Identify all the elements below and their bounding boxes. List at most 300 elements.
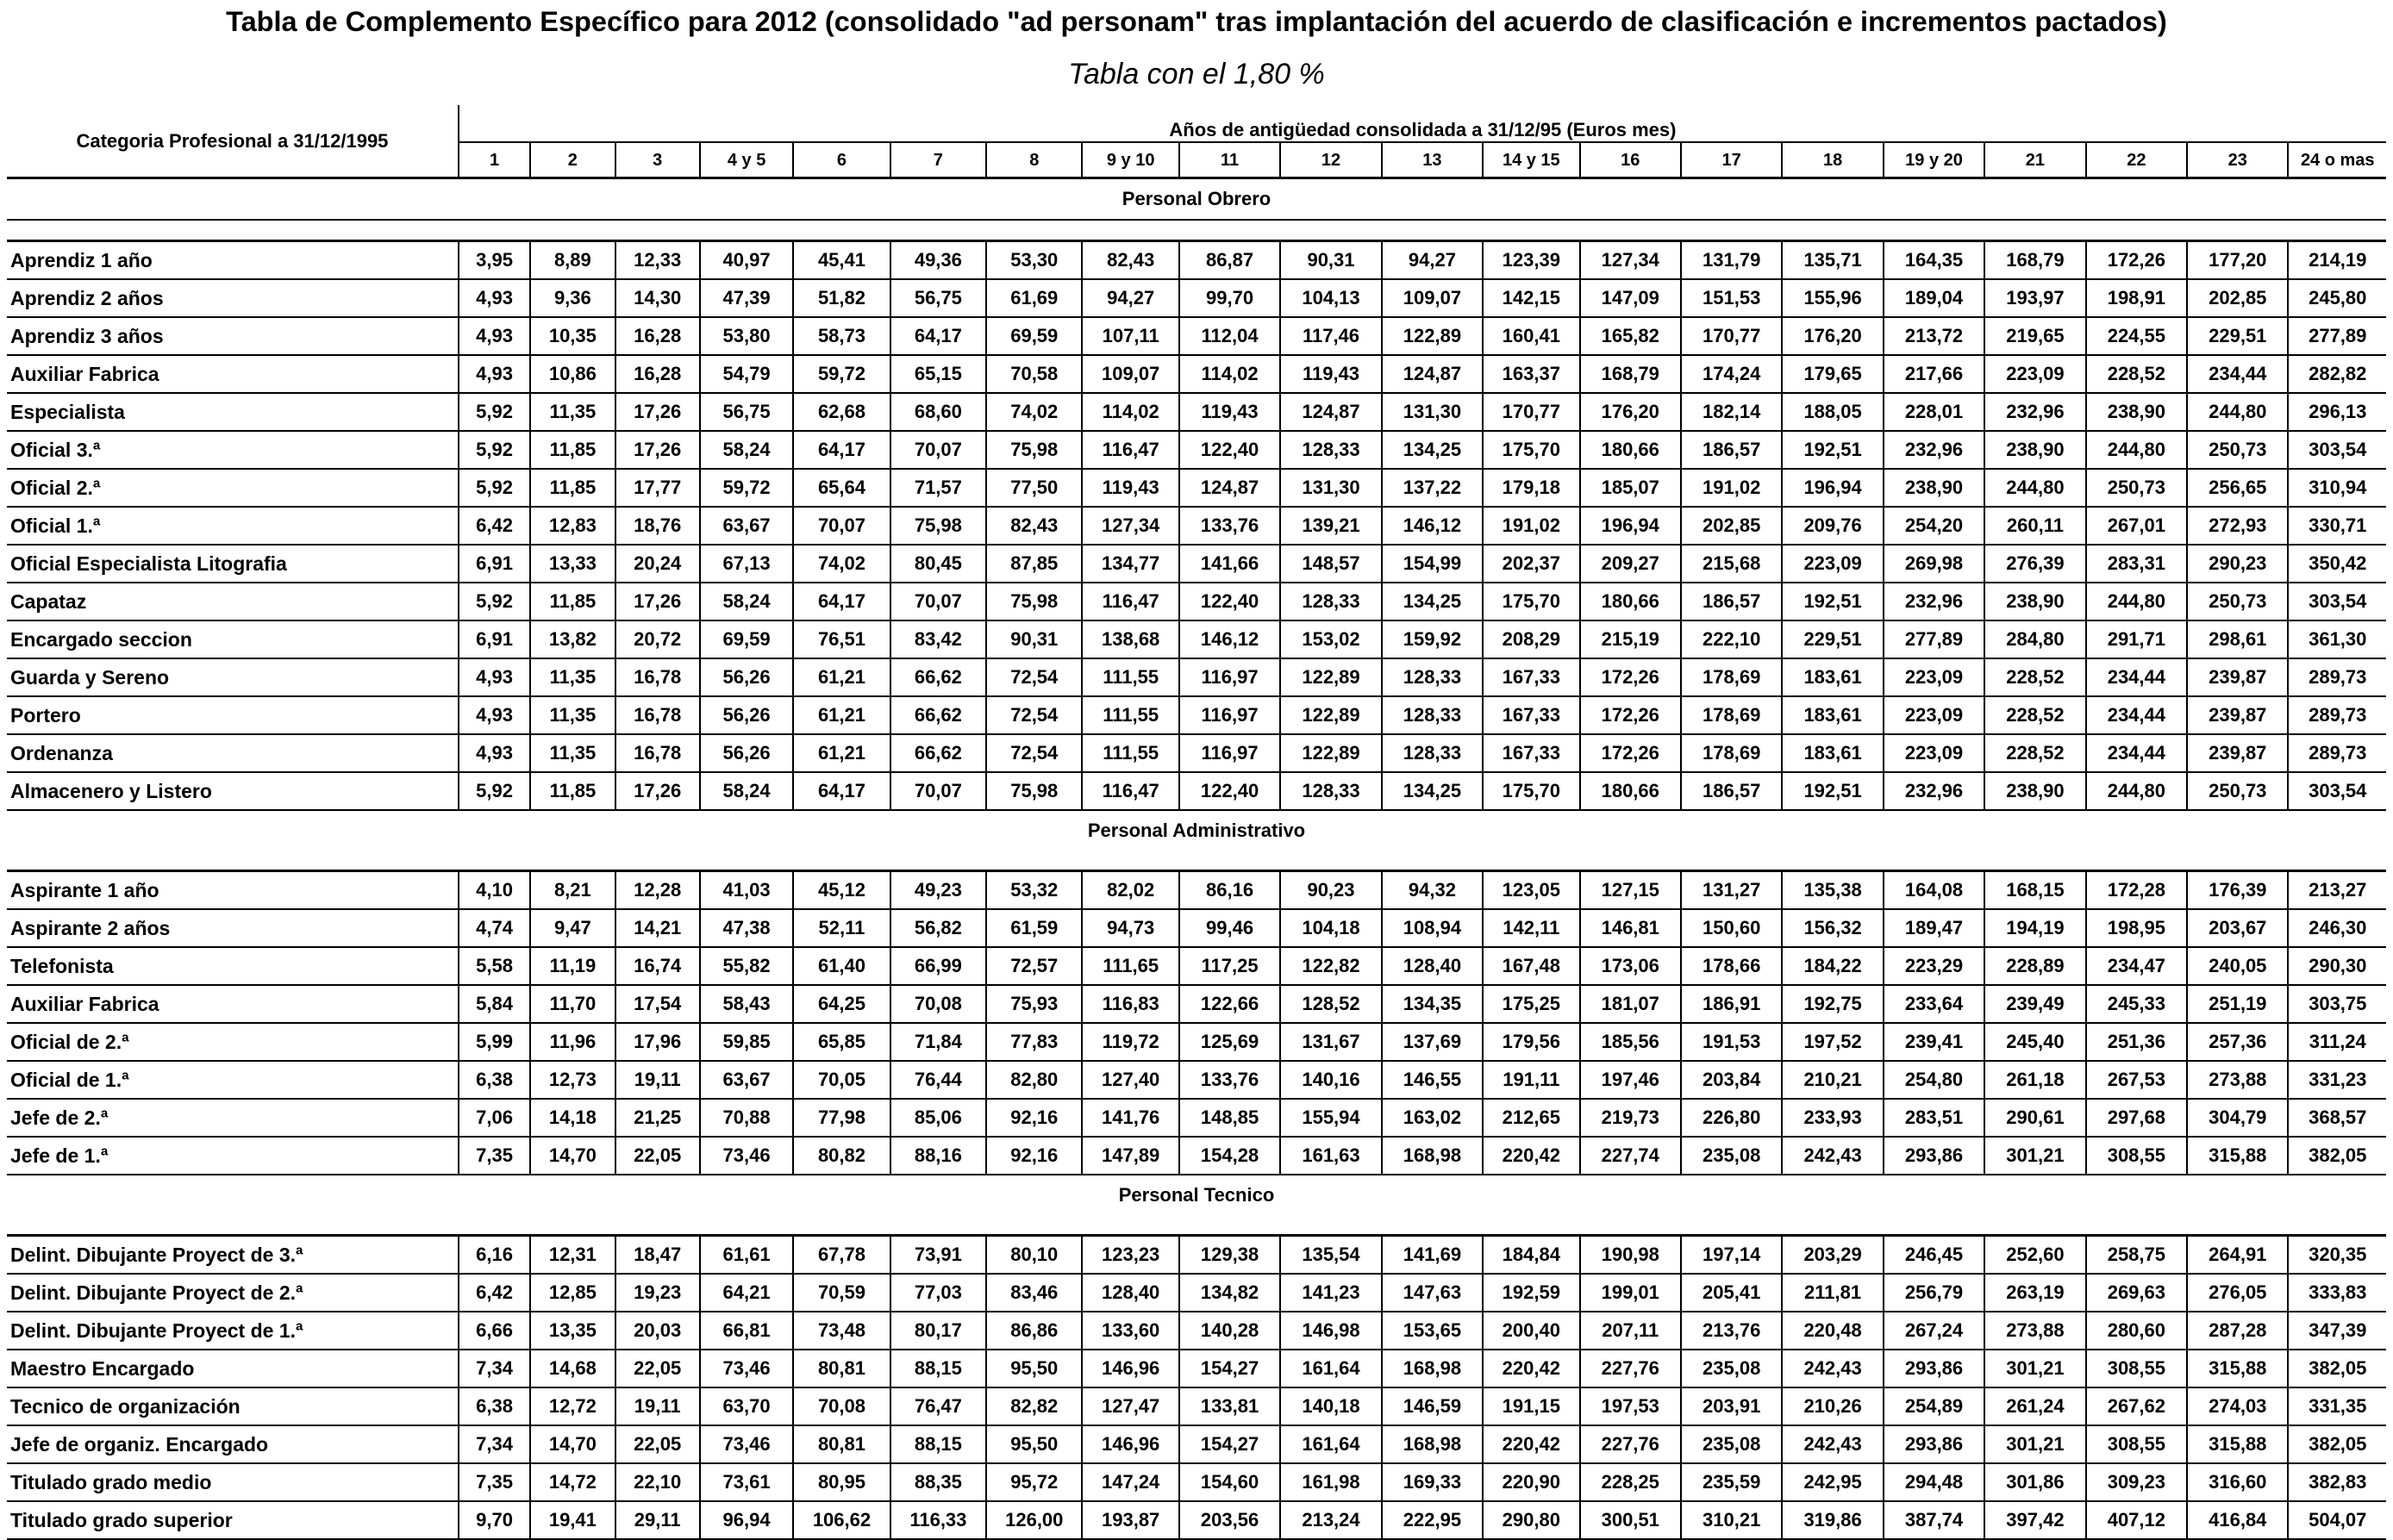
value-cell: 61,21 — [793, 658, 890, 696]
value-cell: 85,06 — [890, 1099, 986, 1137]
value-cell: 134,25 — [1382, 583, 1483, 620]
value-cell: 54,79 — [700, 355, 793, 393]
value-cell: 193,97 — [1984, 279, 2085, 317]
value-cell: 290,23 — [2187, 545, 2288, 583]
value-cell: 11,85 — [530, 583, 615, 620]
value-cell: 134,77 — [1082, 545, 1178, 583]
category-cell: Tecnico de organización — [7, 1387, 459, 1425]
value-cell: 104,18 — [1280, 909, 1381, 947]
value-cell: 82,80 — [986, 1061, 1082, 1099]
value-cell: 124,87 — [1280, 393, 1381, 431]
value-cell: 124,87 — [1179, 469, 1280, 507]
value-cell: 184,84 — [1483, 1236, 1579, 1275]
value-cell: 176,39 — [2187, 871, 2288, 910]
value-cell: 289,73 — [2288, 696, 2386, 734]
value-cell: 116,83 — [1082, 985, 1178, 1023]
table-row — [7, 1387, 2386, 1425]
category-cell: Titulado grado superior — [7, 1501, 459, 1539]
column-header: 9 y 10 — [1082, 142, 1178, 178]
value-cell: 127,47 — [1082, 1387, 1178, 1425]
value-cell: 228,89 — [1984, 947, 2085, 985]
category-cell: Aspirante 2 años — [7, 909, 459, 947]
value-cell: 261,24 — [1984, 1387, 2085, 1425]
value-cell: 234,44 — [2086, 696, 2187, 734]
value-cell: 6,66 — [459, 1312, 530, 1350]
value-cell: 138,68 — [1082, 620, 1178, 658]
value-cell: 161,63 — [1280, 1137, 1381, 1175]
value-cell: 5,92 — [459, 393, 530, 431]
value-cell: 65,85 — [793, 1023, 890, 1061]
value-cell: 308,55 — [2086, 1350, 2187, 1387]
value-cell: 202,37 — [1483, 545, 1579, 583]
value-cell: 254,20 — [1884, 507, 1984, 545]
value-cell: 66,99 — [890, 947, 986, 985]
table-row — [7, 1274, 2386, 1312]
value-cell: 56,26 — [700, 658, 793, 696]
value-cell: 20,24 — [615, 545, 700, 583]
value-cell: 83,46 — [986, 1274, 1082, 1312]
value-cell: 196,94 — [1580, 507, 1681, 545]
value-cell: 213,76 — [1681, 1312, 1782, 1350]
columns-header: Años de antigüedad consolidada a 31/12/95 (Euros mes) — [459, 105, 2386, 142]
value-cell: 301,21 — [1984, 1425, 2085, 1463]
value-cell: 61,21 — [793, 734, 890, 772]
table-row — [7, 658, 2386, 696]
category-cell: Capataz — [7, 583, 459, 620]
value-cell: 184,22 — [1782, 947, 1883, 985]
value-cell: 95,50 — [986, 1425, 1082, 1463]
value-cell: 178,69 — [1681, 734, 1782, 772]
column-header: 22 — [2086, 142, 2187, 178]
value-cell: 179,18 — [1483, 469, 1579, 507]
value-cell: 190,98 — [1580, 1236, 1681, 1275]
value-cell: 11,85 — [530, 469, 615, 507]
value-cell: 232,96 — [1984, 393, 2085, 431]
value-cell: 6,91 — [459, 620, 530, 658]
value-cell: 11,35 — [530, 696, 615, 734]
category-cell: Auxiliar Fabrica — [7, 985, 459, 1023]
value-cell: 108,94 — [1382, 909, 1483, 947]
value-cell: 175,70 — [1483, 431, 1579, 469]
value-cell: 131,30 — [1280, 469, 1381, 507]
value-cell: 18,47 — [615, 1236, 700, 1275]
value-cell: 124,87 — [1382, 355, 1483, 393]
value-cell: 205,41 — [1681, 1274, 1782, 1312]
value-cell: 179,56 — [1483, 1023, 1579, 1061]
value-cell: 293,86 — [1884, 1137, 1984, 1175]
value-cell: 6,38 — [459, 1061, 530, 1099]
value-cell: 80,81 — [793, 1425, 890, 1463]
value-cell: 242,95 — [1782, 1463, 1883, 1501]
value-cell: 127,34 — [1580, 241, 1681, 280]
value-cell: 289,73 — [2288, 658, 2386, 696]
column-header: 1 — [459, 142, 530, 178]
value-cell: 122,40 — [1179, 772, 1280, 810]
value-cell: 234,44 — [2187, 355, 2288, 393]
value-cell: 6,16 — [459, 1236, 530, 1275]
value-cell: 277,89 — [2288, 317, 2386, 355]
value-cell: 175,70 — [1483, 772, 1579, 810]
value-cell: 235,08 — [1681, 1350, 1782, 1387]
value-cell: 70,08 — [793, 1387, 890, 1425]
value-cell: 175,25 — [1483, 985, 1579, 1023]
table-row — [7, 696, 2386, 734]
value-cell: 13,35 — [530, 1312, 615, 1350]
value-cell: 17,26 — [615, 393, 700, 431]
value-cell: 19,11 — [615, 1061, 700, 1099]
column-header: 3 — [615, 142, 700, 178]
value-cell: 17,77 — [615, 469, 700, 507]
value-cell: 141,76 — [1082, 1099, 1178, 1137]
value-cell: 172,26 — [2086, 241, 2187, 280]
value-cell: 14,70 — [530, 1137, 615, 1175]
category-cell: Oficial de 1.ª — [7, 1061, 459, 1099]
column-header: 14 y 15 — [1483, 142, 1579, 178]
value-cell: 167,33 — [1483, 696, 1579, 734]
value-cell: 67,78 — [793, 1236, 890, 1275]
value-cell: 287,28 — [2187, 1312, 2288, 1350]
category-cell: Portero — [7, 696, 459, 734]
column-header: 12 — [1280, 142, 1381, 178]
value-cell: 10,35 — [530, 317, 615, 355]
value-cell: 68,60 — [890, 393, 986, 431]
value-cell: 198,91 — [2086, 279, 2187, 317]
value-cell: 12,72 — [530, 1387, 615, 1425]
value-cell: 245,40 — [1984, 1023, 2085, 1061]
value-cell: 141,69 — [1382, 1236, 1483, 1275]
value-cell: 264,91 — [2187, 1236, 2288, 1275]
value-cell: 12,73 — [530, 1061, 615, 1099]
value-cell: 185,07 — [1580, 469, 1681, 507]
value-cell: 63,67 — [700, 1061, 793, 1099]
value-cell: 116,47 — [1082, 583, 1178, 620]
value-cell: 11,35 — [530, 734, 615, 772]
column-header: 4 y 5 — [700, 142, 793, 178]
value-cell: 267,53 — [2086, 1061, 2187, 1099]
value-cell: 76,47 — [890, 1387, 986, 1425]
value-cell: 95,72 — [986, 1463, 1082, 1501]
value-cell: 107,11 — [1082, 317, 1178, 355]
table-row — [7, 1312, 2386, 1350]
table-row — [7, 1236, 2386, 1275]
value-cell: 167,48 — [1483, 947, 1579, 985]
value-cell: 16,74 — [615, 947, 700, 985]
category-cell: Maestro Encargado — [7, 1350, 459, 1387]
value-cell: 183,61 — [1782, 658, 1883, 696]
value-cell: 254,80 — [1884, 1061, 1984, 1099]
value-cell: 153,65 — [1382, 1312, 1483, 1350]
value-cell: 11,70 — [530, 985, 615, 1023]
value-cell: 179,65 — [1782, 355, 1883, 393]
value-cell: 290,30 — [2288, 947, 2386, 985]
value-cell: 200,40 — [1483, 1312, 1579, 1350]
value-cell: 114,02 — [1179, 355, 1280, 393]
value-cell: 228,52 — [2086, 355, 2187, 393]
value-cell: 191,11 — [1483, 1061, 1579, 1099]
value-cell: 14,70 — [530, 1425, 615, 1463]
value-cell: 122,89 — [1280, 734, 1381, 772]
value-cell: 315,88 — [2187, 1137, 2288, 1175]
table-row — [7, 393, 2386, 431]
value-cell: 73,46 — [700, 1350, 793, 1387]
value-cell: 147,89 — [1082, 1137, 1178, 1175]
value-cell: 177,20 — [2187, 241, 2288, 280]
value-cell: 267,24 — [1884, 1312, 1984, 1350]
value-cell: 155,94 — [1280, 1099, 1381, 1137]
value-cell: 250,73 — [2187, 431, 2288, 469]
value-cell: 117,46 — [1280, 317, 1381, 355]
value-cell: 291,71 — [2086, 620, 2187, 658]
value-cell: 239,87 — [2187, 658, 2288, 696]
value-cell: 14,72 — [530, 1463, 615, 1501]
value-cell: 214,19 — [2288, 241, 2386, 280]
value-cell: 301,21 — [1984, 1350, 2085, 1387]
value-cell: 238,90 — [1984, 431, 2085, 469]
value-cell: 9,47 — [530, 909, 615, 947]
column-header: 6 — [793, 142, 890, 178]
category-cell: Aprendiz 2 años — [7, 279, 459, 317]
value-cell: 77,50 — [986, 469, 1082, 507]
value-cell: 66,62 — [890, 658, 986, 696]
value-cell: 92,16 — [986, 1137, 1082, 1175]
value-cell: 232,96 — [1884, 583, 1984, 620]
value-cell: 160,41 — [1483, 317, 1579, 355]
value-cell: 172,28 — [2086, 871, 2187, 910]
value-cell: 7,35 — [459, 1463, 530, 1501]
value-cell: 135,38 — [1782, 871, 1883, 910]
value-cell: 66,62 — [890, 734, 986, 772]
value-cell: 80,82 — [793, 1137, 890, 1175]
value-cell: 368,57 — [2288, 1099, 2386, 1137]
value-cell: 16,78 — [615, 734, 700, 772]
value-cell: 350,42 — [2288, 545, 2386, 583]
value-cell: 74,02 — [793, 545, 890, 583]
value-cell: 71,84 — [890, 1023, 986, 1061]
value-cell: 320,35 — [2288, 1236, 2386, 1275]
value-cell: 64,17 — [793, 431, 890, 469]
category-cell: Oficial 1.ª — [7, 507, 459, 545]
value-cell: 238,90 — [1984, 583, 2085, 620]
table-row — [7, 985, 2386, 1023]
value-cell: 5,92 — [459, 772, 530, 810]
value-cell: 47,39 — [700, 279, 793, 317]
value-cell: 16,28 — [615, 317, 700, 355]
value-cell: 142,11 — [1483, 909, 1579, 947]
value-cell: 267,62 — [2086, 1387, 2187, 1425]
value-cell: 154,99 — [1382, 545, 1483, 583]
value-cell: 192,75 — [1782, 985, 1883, 1023]
value-cell: 244,80 — [1984, 469, 2085, 507]
value-cell: 182,14 — [1681, 393, 1782, 431]
value-cell: 73,48 — [793, 1312, 890, 1350]
value-cell: 161,98 — [1280, 1463, 1381, 1501]
value-cell: 219,73 — [1580, 1099, 1681, 1137]
value-cell: 191,53 — [1681, 1023, 1782, 1061]
value-cell: 5,92 — [459, 431, 530, 469]
value-cell: 116,47 — [1082, 431, 1178, 469]
value-cell: 235,08 — [1681, 1425, 1782, 1463]
value-cell: 141,23 — [1280, 1274, 1381, 1312]
value-cell: 9,36 — [530, 279, 615, 317]
value-cell: 244,80 — [2086, 431, 2187, 469]
value-cell: 294,48 — [1884, 1463, 1984, 1501]
value-cell: 176,20 — [1580, 393, 1681, 431]
value-cell: 80,95 — [793, 1463, 890, 1501]
value-cell: 283,31 — [2086, 545, 2187, 583]
value-cell: 70,07 — [890, 431, 986, 469]
value-cell: 70,59 — [793, 1274, 890, 1312]
value-cell: 217,66 — [1884, 355, 1984, 393]
value-cell: 308,55 — [2086, 1137, 2187, 1175]
value-cell: 293,86 — [1884, 1425, 1984, 1463]
value-cell: 199,01 — [1580, 1274, 1681, 1312]
value-cell: 12,33 — [615, 241, 700, 280]
column-header: 2 — [530, 142, 615, 178]
value-cell: 256,79 — [1884, 1274, 1984, 1312]
value-cell: 164,35 — [1884, 241, 1984, 280]
value-cell: 72,54 — [986, 658, 1082, 696]
value-cell: 220,42 — [1483, 1137, 1579, 1175]
value-cell: 276,39 — [1984, 545, 2085, 583]
value-cell: 17,26 — [615, 431, 700, 469]
value-cell: 186,57 — [1681, 583, 1782, 620]
value-cell: 75,98 — [986, 772, 1082, 810]
value-cell: 303,54 — [2288, 431, 2386, 469]
value-cell: 146,12 — [1179, 620, 1280, 658]
value-cell: 172,26 — [1580, 658, 1681, 696]
value-cell: 301,21 — [1984, 1137, 2085, 1175]
value-cell: 186,57 — [1681, 431, 1782, 469]
value-cell: 290,80 — [1483, 1501, 1579, 1539]
value-cell: 161,64 — [1280, 1425, 1381, 1463]
value-cell: 151,53 — [1681, 279, 1782, 317]
value-cell: 75,98 — [890, 507, 986, 545]
value-cell: 297,68 — [2086, 1099, 2187, 1137]
value-cell: 137,22 — [1382, 469, 1483, 507]
section-title: Personal Administrativo — [1087, 820, 1306, 841]
value-cell: 407,12 — [2086, 1501, 2187, 1539]
value-cell: 70,88 — [700, 1099, 793, 1137]
category-cell: Aprendiz 1 año — [7, 241, 459, 280]
value-cell: 172,26 — [1580, 734, 1681, 772]
value-cell: 382,05 — [2288, 1137, 2386, 1175]
value-cell: 133,76 — [1179, 507, 1280, 545]
value-cell: 5,99 — [459, 1023, 530, 1061]
value-cell: 77,98 — [793, 1099, 890, 1137]
value-cell: 220,42 — [1483, 1425, 1579, 1463]
value-cell: 172,26 — [1580, 696, 1681, 734]
value-cell: 261,18 — [1984, 1061, 2085, 1099]
value-cell: 168,15 — [1984, 871, 2085, 910]
value-cell: 189,04 — [1884, 279, 1984, 317]
value-cell: 240,05 — [2187, 947, 2288, 985]
value-cell: 304,79 — [2187, 1099, 2288, 1137]
category-cell: Almacenero y Listero — [7, 772, 459, 810]
value-cell: 227,76 — [1580, 1425, 1681, 1463]
value-cell: 260,11 — [1984, 507, 2085, 545]
value-cell: 122,89 — [1382, 317, 1483, 355]
value-cell: 92,16 — [986, 1099, 1082, 1137]
value-cell: 61,69 — [986, 279, 1082, 317]
value-cell: 159,92 — [1382, 620, 1483, 658]
value-cell: 128,33 — [1382, 658, 1483, 696]
column-header: 13 — [1382, 142, 1483, 178]
value-cell: 59,85 — [700, 1023, 793, 1061]
value-cell: 176,20 — [1782, 317, 1883, 355]
value-cell: 147,63 — [1382, 1274, 1483, 1312]
column-header: 7 — [890, 142, 986, 178]
value-cell: 7,35 — [459, 1137, 530, 1175]
value-cell: 238,90 — [1984, 772, 2085, 810]
value-cell: 298,61 — [2187, 620, 2288, 658]
table-row — [7, 1061, 2386, 1099]
value-cell: 133,81 — [1179, 1387, 1280, 1425]
value-cell: 254,89 — [1884, 1387, 1984, 1425]
value-cell: 45,12 — [793, 871, 890, 910]
value-cell: 13,82 — [530, 620, 615, 658]
value-cell: 65,64 — [793, 469, 890, 507]
value-cell: 119,43 — [1082, 469, 1178, 507]
value-cell: 82,43 — [1082, 241, 1178, 280]
table-row — [7, 772, 2386, 810]
value-cell: 222,10 — [1681, 620, 1782, 658]
value-cell: 90,31 — [986, 620, 1082, 658]
value-cell: 95,50 — [986, 1350, 1082, 1387]
value-cell: 4,74 — [459, 909, 530, 947]
value-cell: 135,54 — [1280, 1236, 1381, 1275]
value-cell: 11,85 — [530, 772, 615, 810]
value-cell: 347,39 — [2288, 1312, 2386, 1350]
value-cell: 219,65 — [1984, 317, 2085, 355]
value-cell: 72,54 — [986, 734, 1082, 772]
value-cell: 202,85 — [2187, 279, 2288, 317]
value-cell: 209,27 — [1580, 545, 1681, 583]
value-cell: 56,75 — [890, 279, 986, 317]
category-cell: Telefonista — [7, 947, 459, 985]
value-cell: 94,32 — [1382, 871, 1483, 910]
value-cell: 170,77 — [1483, 393, 1579, 431]
value-cell: 185,56 — [1580, 1023, 1681, 1061]
value-cell: 70,05 — [793, 1061, 890, 1099]
value-cell: 123,05 — [1483, 871, 1579, 910]
value-cell: 232,96 — [1884, 772, 1984, 810]
value-cell: 88,15 — [890, 1425, 986, 1463]
value-cell: 146,12 — [1382, 507, 1483, 545]
value-cell: 128,33 — [1280, 431, 1381, 469]
value-cell: 135,71 — [1782, 241, 1883, 280]
value-cell: 75,93 — [986, 985, 1082, 1023]
value-cell: 154,28 — [1179, 1137, 1280, 1175]
value-cell: 156,32 — [1782, 909, 1883, 947]
value-cell: 227,74 — [1580, 1137, 1681, 1175]
value-cell: 109,07 — [1382, 279, 1483, 317]
value-cell: 161,64 — [1280, 1350, 1381, 1387]
value-cell: 256,65 — [2187, 469, 2288, 507]
value-cell: 56,26 — [700, 734, 793, 772]
value-cell: 234,44 — [2086, 734, 2187, 772]
value-cell: 99,46 — [1179, 909, 1280, 947]
value-cell: 239,87 — [2187, 696, 2288, 734]
value-cell: 250,73 — [2086, 469, 2187, 507]
value-cell: 59,72 — [700, 469, 793, 507]
value-cell: 41,03 — [700, 871, 793, 910]
value-cell: 233,93 — [1782, 1099, 1883, 1137]
value-cell: 14,68 — [530, 1350, 615, 1387]
value-cell: 242,43 — [1782, 1425, 1883, 1463]
value-cell: 170,77 — [1681, 317, 1782, 355]
value-cell: 263,19 — [1984, 1274, 2085, 1312]
value-cell: 11,85 — [530, 431, 615, 469]
